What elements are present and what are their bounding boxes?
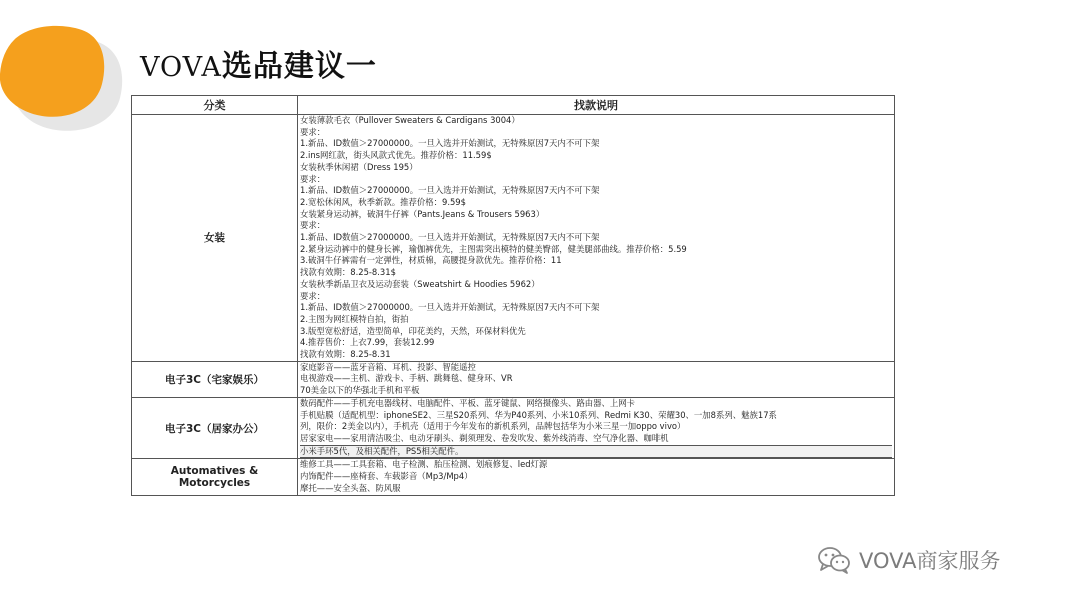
table-row [132, 361, 895, 397]
desc-line: 2.宽松休闲风，秋季新款。推荐价格：9.59$ [300, 196, 466, 207]
table-row [132, 397, 895, 459]
category-cell: 女装 [132, 115, 298, 362]
header-description: 找款说明 [298, 96, 895, 115]
desc-line: 女装秋季休闲裙（Dress 195） [300, 161, 418, 172]
desc-line: 3.破洞牛仔裤需有一定弹性，材质棉，高腰提身款优先。推荐价格：11 [300, 255, 562, 266]
description-cell [298, 397, 895, 459]
desc-line: 居家家电——家用清洁吸尘、电动牙刷头、剃须理发、卷发吹发、紫外线消毒、空气净化器、咖啡机 [300, 432, 669, 443]
desc-line: 1.新品、ID数值＞27000000。一旦入选并开始测试，无特殊原因7天内不可下架 [300, 302, 600, 313]
desc-line: 1.新品、ID数值＞27000000。一旦入选并开始测试，无特殊原因7天内不可下架 [300, 232, 600, 243]
table-row [132, 459, 895, 495]
description-cell [298, 361, 895, 397]
category-cell: 电子3C（宅家娱乐） [132, 361, 298, 397]
desc-line: 数码配件——手机充电器线材、电脑配件、平板、蓝牙键鼠、网络摄像头、路由器、上网卡 [300, 397, 635, 408]
desc-line: 内饰配件——座椅套、车载影音（Mp3/Mp4） [300, 471, 473, 482]
desc-line: 3.版型宽松舒适，造型简单，印花美约，天然，环保材料优先 [300, 325, 526, 336]
desc-line: 电视游戏——主机、游戏卡、手柄、跳舞毯、健身环、VR [300, 373, 513, 384]
desc-line: 找款有效期：8.25-8.31$ [300, 267, 396, 278]
table-header-row [132, 96, 895, 115]
desc-line: 维修工具——工具套箱、电子检测、胎压检测、划痕修复、led灯源 [300, 459, 548, 470]
desc-line: 列，限价：2美金以内），手机壳（适用于今年发布的新机系列，品牌包括华为小米三星一加oppo vivo） [300, 421, 686, 432]
desc-line: 2.ins网红款，街头风款式优先。推荐价格：11.59$ [300, 150, 492, 161]
product-guide-table [131, 95, 895, 496]
category-cell: Automatives & Motorcycles [132, 459, 298, 495]
desc-line: 家庭影音——蓝牙音箱、耳机、投影、智能遥控 [300, 361, 476, 372]
desc-line: 女装薄款毛衣（Pullover Sweaters & Cardigans 3004） [300, 115, 520, 125]
desc-line: 2.主图为网红模特自拍，街拍 [300, 313, 409, 324]
orange-blob-decoration [0, 22, 124, 132]
wechat-icon [817, 545, 851, 575]
desc-line-highlighted: 小米手环5代，及相关配件，PS5相关配件。 [300, 445, 892, 459]
desc-line: 摩托——安全头盔、防风服 [300, 482, 401, 493]
desc-line: 女装紧身运动裤，破洞牛仔裤（Pants.Jeans & Trousers 5963） [300, 208, 545, 219]
desc-line: 4.推荐售价：上衣7.99，套装12.99 [300, 337, 435, 348]
desc-line: 找款有效期：8.25-8.31 [300, 349, 391, 360]
desc-line: 1.新品、ID数值＞27000000。一旦入选并开始测试，无特殊原因7天内不可下架 [300, 138, 600, 149]
desc-line: 要求： [300, 220, 326, 231]
desc-line: 70美金以下的华强北手机和平板 [300, 385, 420, 396]
desc-line: 2.紧身运动裤中的健身长裤，瑜伽裤优先，主图需突出模特的健美臀部，健美腿部曲线。推荐价格：5.59 [300, 243, 687, 254]
watermark-text: VOVA商家服务 [859, 549, 1001, 573]
page-title: VOVA选品建议一 [140, 49, 377, 84]
watermark [817, 544, 1001, 576]
desc-line: 要求： [300, 173, 326, 184]
category-cell: 电子3C（居家办公） [132, 397, 298, 459]
desc-line: 要求： [300, 126, 326, 137]
table-row [132, 115, 895, 362]
description-cell [298, 459, 895, 495]
desc-line: 手机贴膜（适配机型：iphoneSE2、三星S20系列、华为P40系列、小米10系列、Redmi K30、荣耀30、一加8系列、魅族17系 [300, 409, 777, 420]
description-cell [298, 115, 895, 362]
desc-line: 女装秋季新品卫衣及运动套装（Sweatshirt & Hoodies 5962） [300, 278, 540, 289]
desc-line: 要求： [300, 290, 326, 301]
header-category: 分类 [132, 96, 298, 115]
desc-line: 1.新品、ID数值＞27000000。一旦入选并开始测试，无特殊原因7天内不可下架 [300, 185, 600, 196]
